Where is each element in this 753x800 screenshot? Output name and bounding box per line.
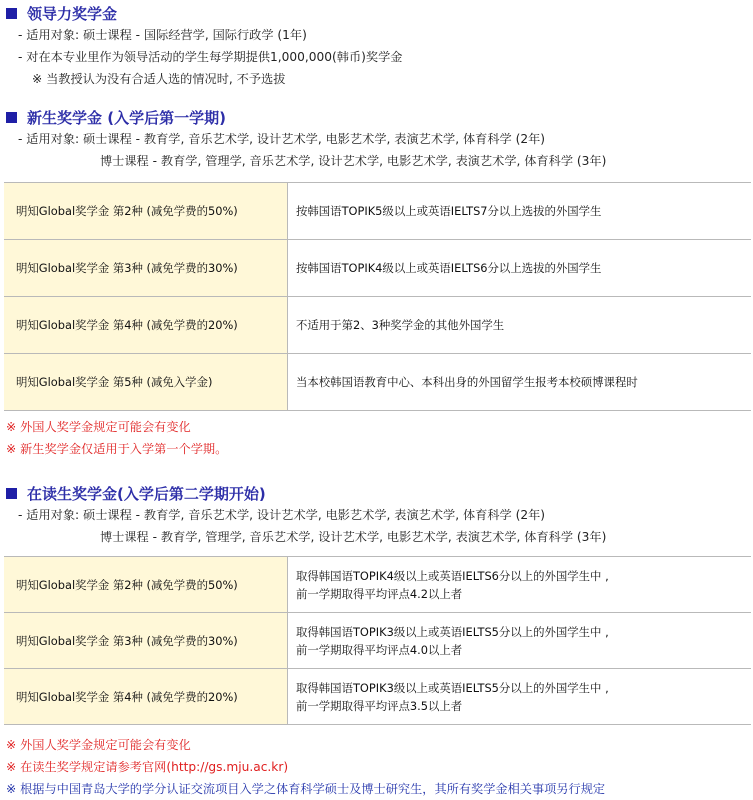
freshman-scholarship-table [4, 182, 751, 411]
table-row [4, 557, 751, 613]
criteria-gpa: 前一学期取得平均评点4.2以上者 [296, 586, 463, 601]
scholarship-name: 明知Global奖学金 第3种 (减免学费的30%) [4, 613, 288, 669]
scholarship-criteria [288, 613, 752, 669]
scholarship-name: 明知Global奖学金 第2种 (减免学费的50%) [4, 183, 288, 240]
criteria-language: 取得韩国语TOPIK3级以上或英语IELTS5分以上的外国学生中 , [296, 680, 609, 695]
freshman-notes [0, 416, 753, 460]
leadership-amount: - 对在本专业里作为领导活动的学生每学期提供1,000,000(韩币)奖学金 [18, 50, 403, 64]
freshman-eligibility-masters: - 适用对象: 硕士课程 - 教育学, 音乐艺术学, 设计艺术学, 电影艺术学, 表演艺术学, 体育科学 (2年) [18, 132, 546, 146]
table-row [4, 297, 751, 354]
scholarship-name: 明知Global奖学金 第5种 (减免入学金) [4, 354, 288, 411]
scholarship-criteria: 不适用于第2、3种奖学金的其他外国学生 [288, 297, 752, 354]
current-heading [0, 482, 753, 504]
criteria-language: 取得韩国语TOPIK3级以上或英语IELTS5分以上的外国学生中 , [296, 624, 609, 639]
leadership-eligibility: - 适用对象: 硕士课程 - 国际经营学, 国际行政学 (1年) [18, 28, 307, 42]
scholarship-criteria: 按韩国语TOPIK4级以上或英语IELTS6分以上选拔的外国学生 [288, 240, 752, 297]
scholarship-criteria: 当本校韩国语教育中心、本科出身的外国留学生报考本校硕博课程时 [288, 354, 752, 411]
freshman-eligibility-doctoral: 博士课程 - 教育学, 管理学, 音乐艺术学, 设计艺术学, 电影艺术学, 表演艺术学, 体育科学 (3年) [100, 154, 607, 168]
current-notes [0, 734, 753, 800]
scholarship-name: 明知Global奖学金 第4种 (减免学费的20%) [4, 669, 288, 725]
leadership-heading [0, 2, 753, 24]
table-row [4, 183, 751, 240]
freshman-note-first-semester: ※ 新生奖学金仅适用于入学第一个学期。 [6, 442, 228, 456]
leadership-note: ※ 当教授认为没有合适人选的情况时, 不予选拔 [32, 72, 286, 86]
scholarship-name: 明知Global奖学金 第3种 (减免学费的30%) [4, 240, 288, 297]
freshman-heading [0, 106, 753, 128]
current-scholarship-table [4, 556, 751, 725]
current-eligibility-doctoral: 博士课程 - 教育学, 管理学, 音乐艺术学, 设计艺术学, 电影艺术学, 表演艺术学, 体育科学 (3年) [100, 530, 607, 544]
current-note-change: ※ 外国人奖学金规定可能会有变化 [6, 738, 191, 752]
current-section [0, 482, 753, 548]
table-row [4, 669, 751, 725]
criteria-gpa: 前一学期取得平均评点3.5以上者 [296, 698, 463, 713]
table-row [4, 613, 751, 669]
current-eligibility-masters: - 适用对象: 硕士课程 - 教育学, 音乐艺术学, 设计艺术学, 电影艺术学, 表演艺术学, 体育科学 (2年) [18, 508, 546, 522]
table-row [4, 354, 751, 411]
current-note-website[interactable]: ※ 在读生奖学规定请参考官网(http://gs.mju.ac.kr) [6, 760, 289, 774]
leadership-section [0, 2, 753, 90]
criteria-language: 取得韩国语TOPIK4级以上或英语IELTS6分以上的外国学生中 , [296, 568, 609, 583]
freshman-title: 新生奖学金 (入学后第一学期) [27, 108, 226, 127]
scholarship-criteria: 按韩国语TOPIK5级以上或英语IELTS7分以上选拔的外国学生 [288, 183, 752, 240]
square-bullet-icon [6, 488, 17, 499]
square-bullet-icon [6, 8, 17, 19]
criteria-gpa: 前一学期取得平均评点4.0以上者 [296, 642, 463, 657]
current-title: 在读生奖学金(入学后第二学期开始) [27, 484, 266, 503]
current-note-qingdao: ※ 根据与中国青岛大学的学分认证交流项目入学之体育科学硕士及博士研究生，其所有奖学金相关事项另行规定 [6, 782, 606, 796]
scholarship-name: 明知Global奖学金 第4种 (减免学费的20%) [4, 297, 288, 354]
leadership-title: 领导力奖学金 [27, 4, 118, 23]
table-row [4, 240, 751, 297]
freshman-note-change: ※ 外国人奖学金规定可能会有变化 [6, 420, 191, 434]
scholarship-criteria [288, 669, 752, 725]
scholarship-criteria [288, 557, 752, 613]
square-bullet-icon [6, 112, 17, 123]
scholarship-name: 明知Global奖学金 第2种 (减免学费的50%) [4, 557, 288, 613]
freshman-section [0, 106, 753, 172]
